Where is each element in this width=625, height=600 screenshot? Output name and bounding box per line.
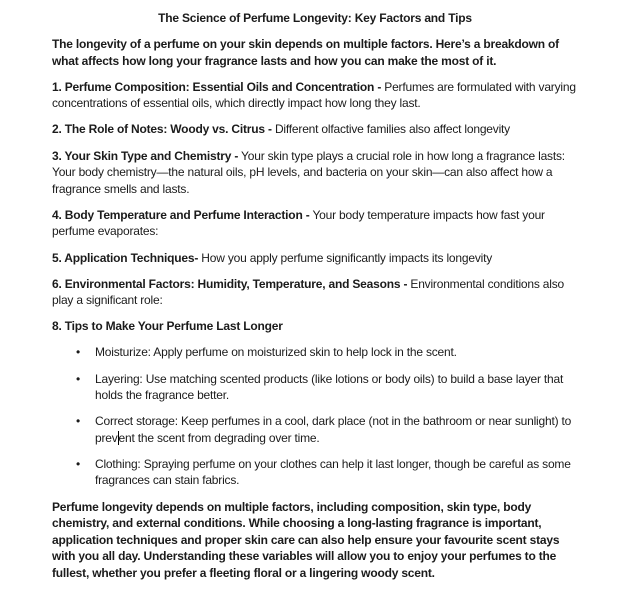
section-paragraph-6[interactable] (52, 276, 578, 309)
section-paragraph-3[interactable] (52, 148, 578, 198)
list-item-text: Layering: Use matching scented products (like lotions or body oils) to build a base layer that holds the fragrance better. (95, 371, 564, 403)
bullet-icon: • (76, 345, 81, 360)
bullet-icon: • (76, 414, 81, 429)
list-item-layering[interactable] (52, 371, 578, 404)
list-item-text: Correct storage: Keep perfumes in a cool, dark place (not in the bathroom or near sunlight) to prev (95, 414, 572, 445)
bullet-icon: • (76, 371, 81, 386)
section-body: Your body temperature impacts how fast your perfume evaporates: (52, 207, 545, 239)
conclusion-paragraph[interactable]: Perfume longevity depends on multiple factors, including composition, skin type, body chemistry, and external conditions. While choosing a long-lasting fragrance is important, application techniques and proper skin care can also help ensure your favourite scent stays with you all day. Understanding these variables will allow you to enjoy your perfumes to the fullest, whether you prefer a fleeting floral or a lingering woody scent. (52, 499, 560, 580)
list-item-text: ent the scent from degrading over time. (118, 430, 320, 445)
section-heading: 5. Application Techniques- (52, 250, 199, 265)
section-body: Environmental conditions also play a significant role: (52, 276, 565, 308)
list-item-text: Moisturize: Apply perfume on moisturized skin to help lock in the scent. (95, 345, 457, 360)
section-heading: 2. The Role of Notes: Woody vs. Citrus - (52, 122, 272, 137)
section-paragraph-1[interactable] (52, 79, 578, 112)
list-item-moisturize[interactable] (52, 344, 578, 361)
list-item-text: Clothing: Spraying perfume on your clothes can help it last longer, though be careful as some fragrances can stain fabrics. (95, 456, 571, 488)
tips-heading[interactable]: 8. Tips to Make Your Perfume Last Longer (52, 319, 283, 334)
section-paragraph-5[interactable] (52, 250, 578, 267)
bullet-icon: • (76, 456, 81, 471)
section-heading: 6. Environmental Factors: Humidity, Temperature, and Seasons - (52, 276, 408, 291)
document-title[interactable]: The Science of Perfume Longevity: Key Factors and Tips (158, 11, 472, 25)
list-item-correct-storage[interactable] (52, 413, 578, 446)
section-heading: 1. Perfume Composition: Essential Oils and Concentration - (52, 79, 382, 94)
section-body: Your skin type plays a crucial role in how long a fragrance lasts: Your body chemistry—the natural oils, pH levels, and bacteria on your skin—can also affect how a fragrance smells and lasts. (52, 148, 565, 196)
section-heading: 4. Body Temperature and Perfume Interaction - (52, 207, 310, 222)
list-item-clothing[interactable] (52, 456, 578, 489)
intro-paragraph[interactable]: The longevity of a perfume on your skin depends on multiple factors. Here’s a breakdown of what affects how long your fragrance lasts and how you can make the most of it. (52, 37, 559, 68)
section-body: Perfumes are formulated with varying concentrations of essential oils, which directly impact how long they last. (52, 79, 576, 111)
section-paragraph-2[interactable] (52, 121, 578, 138)
section-paragraph-4[interactable] (52, 207, 578, 240)
section-body: How you apply perfume significantly impacts its longevity (201, 250, 493, 265)
tips-list (52, 344, 578, 489)
section-body: Different olfactive families also affect longevity (274, 122, 510, 137)
section-heading: 3. Your Skin Type and Chemistry - (52, 148, 239, 163)
